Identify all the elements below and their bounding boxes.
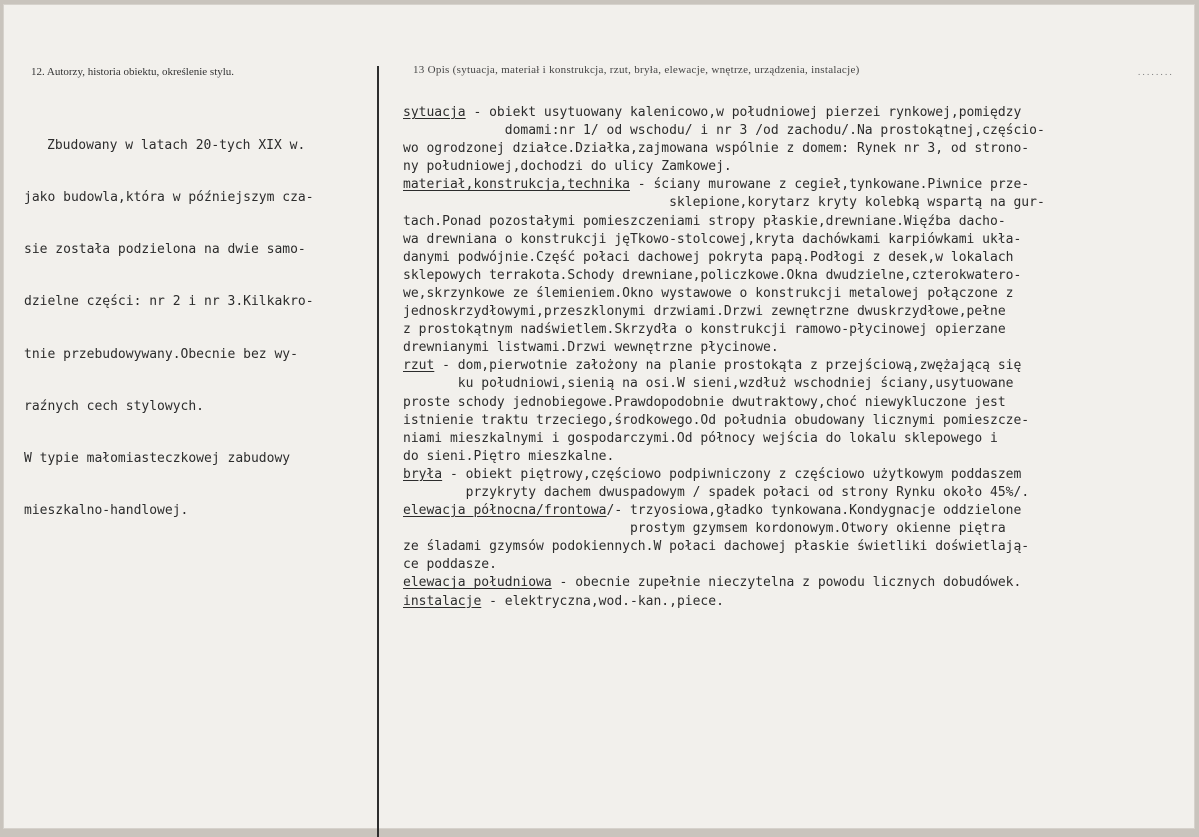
description-line [403,267,1193,285]
line-text: sklepowych terrakota.Schody drewniane,policzkowe.Okna dwudzielne,czterokwatero- [403,267,1022,283]
description-line [403,448,1193,466]
history-line: dzielne części: nr 2 i nr 3.Kilkakro- [24,294,314,310]
history-text [24,102,377,555]
column-divider [377,66,379,837]
section-keyword: instalacje [403,593,482,609]
line-text: do sieni.Piętro mieszkalne. [403,448,615,464]
description-line [403,122,1193,140]
line-indent [403,521,630,536]
history-line: raźnych cech stylowych. [24,398,205,414]
description-text [403,104,1193,611]
line-text: jednoskrzydłowymi,przeszklonymi drzwiami.Drzwi zewnętrzne dwuskrzydłowe,pełne [403,304,1006,320]
description-line [403,213,1193,231]
description-line [403,249,1193,267]
description-line [403,484,1193,502]
history-line: mieszkalno-handlowej. [24,503,189,519]
description-line [403,357,1193,375]
line-indent [403,195,669,210]
description-line [403,194,1193,212]
history-line: W typie małomiasteczkowej zabudowy [24,451,291,467]
line-text: z prostokątnym nadświetlem.Skrzydła o konstrukcji ramowo-płycinowej opierzane [403,322,1006,338]
description-line [403,466,1193,484]
description-line [403,158,1193,176]
line-text: - dom,pierwotnie założony na planie prostokąta z przejściową,zwężającą się [434,358,1022,374]
line-text: - obiekt usytuowany kalenicowo,w południowej pierzei rynkowej,pomiędzy [465,105,1022,120]
section-keyword: bryła [403,466,443,482]
dotted-fill: . . . . . . . . [1138,67,1172,77]
line-text: drewnianymi listwami.Drzwi wewnętrzne płycinowe. [403,340,779,356]
section-keyword: sytuacja [403,105,466,120]
description-line [403,140,1193,158]
line-text: ny południowej,dochodzi do ulicy Zamkowej. [403,159,732,175]
line-text: tach.Ponad pozostałymi pomieszczeniami stropy płaskie,drewniane.Więźba dacho- [403,213,1006,229]
description-line [403,538,1193,556]
line-indent [403,376,458,391]
section-keyword: elewacja północna/frontowa [403,503,607,519]
description-line [403,104,1193,122]
section-13-heading: 13 Opis (sytuacja, materiał i konstrukcja, rzut, bryła, elewacje, wnętrze, urządzenia, instalacje) [413,64,860,76]
description-line [403,520,1193,538]
description-line [403,430,1193,448]
line-text: przykryty dachem dwuspadowym / spadek połaci od strony Rynku około 45%/. [465,484,1030,500]
line-text: domami:nr 1/ od wschodu/ i nr 3 /od zachodu/.Na prostokątnej,częścio- [504,123,1045,139]
line-text: - obiekt piętrowy,częściowo podpiwniczony z częściowo użytkowym poddaszem [442,466,1022,482]
line-text: ze śladami gzymsów podokiennych.W połaci dachowej płaskie świetliki doświetlają- [403,539,1030,555]
section-keyword: rzut [403,358,435,374]
line-text: - obecnie zupełnie nieczytelna z powodu licznych dobudówek. [551,575,1022,591]
description-line [403,231,1193,249]
line-text: danymi podwójnie.Część połaci dachowej pokryta papą.Podłogi z desek,w lokalach [403,249,1014,265]
line-text: - elektryczna,wod.-kan.,piece. [481,593,724,609]
section-keyword: materiał,konstrukcja,technika [403,177,630,193]
section-keyword: elewacja południowa [403,575,552,591]
description-line [403,339,1193,357]
line-text: - ściany murowane z cegieł,tynkowane.Piwnice prze- [629,177,1030,193]
line-text: sklepione,korytarz kryty kolebką wspartą na gur- [669,195,1045,211]
line-text: wa drewniana o konstrukcji jęTkowo-stolcowej,kryta dachówkami karpiówkami ukła- [403,231,1022,247]
description-line [403,285,1193,303]
description-line [403,375,1193,393]
line-text: wo ogrodzonej działce.Działka,zajmowana wspólnie z domem: Rynek nr 3, od strono- [403,141,1030,157]
line-indent [403,485,466,500]
line-text: ce poddasze. [403,557,497,573]
description-line [403,176,1193,194]
document-sheet [3,4,1195,829]
history-line: Zbudowany w latach 20-tych XIX w. [47,137,306,153]
history-line: sie została podzielona na dwie samo- [24,242,306,258]
description-line [403,394,1193,412]
history-line: tnie przebudowywany.Obecnie bez wy- [24,346,298,362]
section-12-heading: 12. Autorzy, historia obiektu, określenie stylu. [31,66,235,78]
description-line [403,556,1193,574]
description-line [403,321,1193,339]
description-line [403,593,1193,611]
description-line [403,412,1193,430]
description-line [403,502,1193,520]
line-text: /- trzyosiowa,gładko tynkowana.Kondygnacje oddzielone [606,503,1022,519]
description-line [403,303,1193,321]
history-line: jako budowla,która w późniejszym cza- [24,190,314,206]
line-text: prostym gzymsem kordonowym.Otwory okienne piętra [629,521,1006,537]
line-text: niami mieszkalnymi i gospodarczymi.Od północy wejścia do lokalu sklepowego i [403,430,998,446]
line-text: we,skrzynkowe ze ślemieniem.Okno wystawowe o konstrukcji metalowej połączone z [403,285,1014,301]
line-text: ku południowi,sienią na osi.W sieni,wzdłuż wschodniej ściany,usytuowane [457,376,1014,392]
line-text: proste schody jednobiegowe.Prawdopodobnie dwutraktowy,choć niewykluczone jest [403,394,1006,410]
line-text: istnienie traktu trzeciego,środkowego.Od południa obudowany licznymi pomieszcze- [403,412,1030,428]
line-indent [403,123,505,138]
description-line [403,574,1193,592]
